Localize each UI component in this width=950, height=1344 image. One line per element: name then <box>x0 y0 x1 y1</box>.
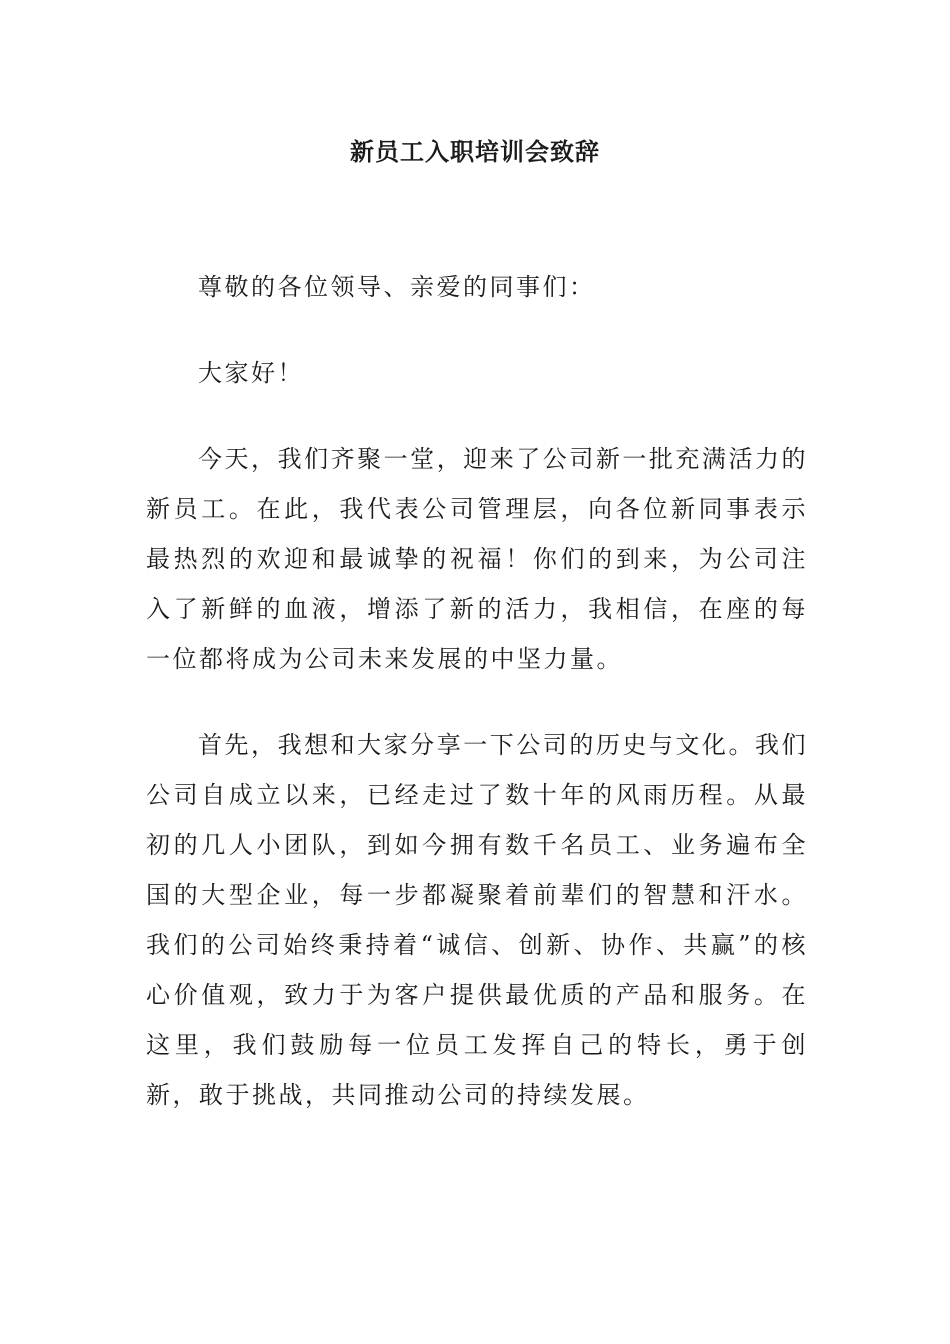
salutation: 尊敬的各位领导、亲爱的同事们： <box>198 273 596 301</box>
document-title: 新员工入职培训会致辞 <box>350 137 600 166</box>
greeting: 大家好！ <box>198 359 304 387</box>
paragraph-welcome: 今天，我们齐聚一堂，迎来了公司新一批充满活力的新员工。在此，我代表公司管理层，向各位新同事表示最热烈的欢迎和最诚挚的祝福！你们的到来，为公司注入了新鲜的血液，增添了新的活力，我相信，在座的每一位都将成为公司未来发展的中坚力量。 <box>146 445 808 673</box>
paragraph-history: 首先，我想和大家分享一下公司的历史与文化。我们公司自成立以来，已经走过了数十年的风雨历程。从最初的几人小团队，到如今拥有数千名员工、业务遍布全国的大型企业，每一步都凝聚着前辈们的智慧和汗水。我们的公司始终秉持着“诚信、创新、协作、共赢”的核心价值观，致力于为客户提供最优质的产品和服务。在这里，我们鼓励每一位员工发挥自己的特长，勇于创新，敢于挑战，共同推动公司的持续发展。 <box>146 731 808 1109</box>
